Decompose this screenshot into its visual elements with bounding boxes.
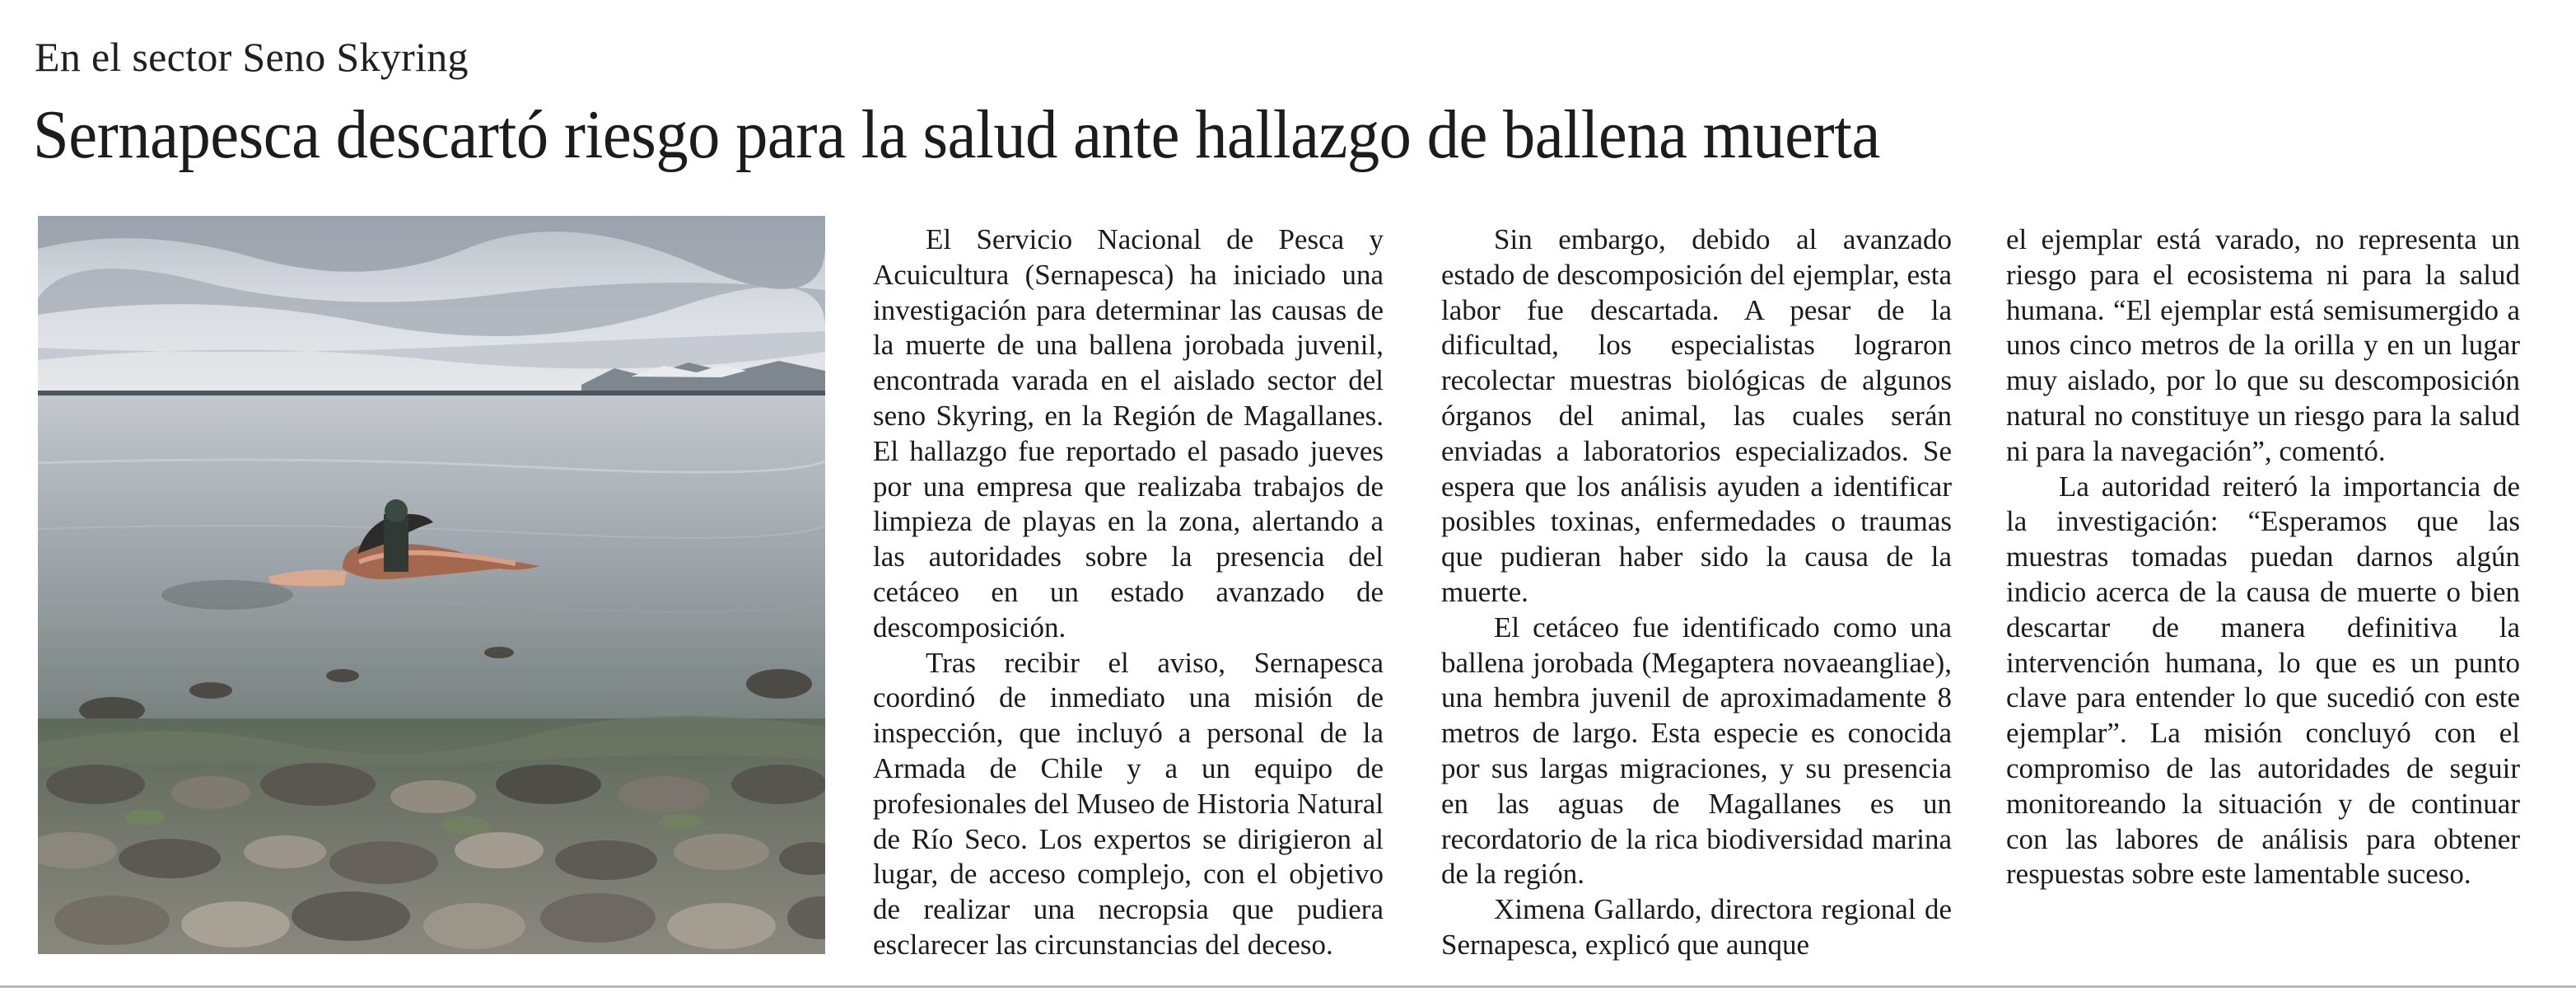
article-paragraph: Sin embargo, debido al avanzado estado de descomposición del ejemplar, esta labor fue descartada. A pesar de la dificultad, los especialistas lograron recolectar muestras biológicas de algunos órganos del animal, las cuales serán enviadas a laboratorios especializados. Se espera que los análisis ayuden a identificar posibles toxinas, enfermedades o traumas que pudieran haber sido la causa de la muerte. <box>1441 223 1952 608</box>
article-paragraph: el ejemplar está varado, no representa un riesgo para el ecosistema ni para la salud humana. “El ejemplar está semisumergido a unos cinco metros de la orilla y en un lugar muy aislado, por lo que su descomposición natural no constituye un riesgo para la salud ni para la navegación”, comentó. <box>2006 223 2520 467</box>
article-column-3 <box>2006 222 2520 980</box>
article-column-1 <box>873 222 1384 980</box>
article-paragraph: Tras recibir el aviso, Sernapesca coordinó de inmediato una misión de inspección, que incluyó a personal de la Armada de Chile y a un equipo de profesionales del Museo de Historia Natural de Río Seco. Los expertos se dirigieron al lugar, de acceso complejo, con el objetivo de realizar una necropsia que pudiera esclarecer las circunstancias del deceso. <box>873 646 1384 961</box>
whale-on-shore-photo <box>38 216 825 954</box>
article-paragraph: El cetáceo fue identificado como una ballena jorobada (Megaptera novaeangliae), una hembra juvenil de aproximadamente 8 metros de largo. Esta especie es conocida por sus largas migraciones, y su presencia en las aguas de Magallanes es un recordatorio de la rica biodiversidad marina de la región. <box>1441 611 1952 891</box>
article-paragraph: Ximena Gallardo, directora regional de Sernapesca, explicó que aunque <box>1441 893 1952 961</box>
article-kicker: En el sector Seno Skyring <box>35 34 469 80</box>
article-headline: Sernapesca descartó riesgo para la salud ante hallazgo de ballena muerta <box>33 96 1880 173</box>
article-column-2 <box>1441 222 1952 980</box>
bottom-divider <box>0 985 2576 988</box>
article-paragraph: El Servicio Nacional de Pesca y Acuicultura (Sernapesca) ha iniciado una investigación para determinar las causas de la muerte de una ballena jorobada juvenil, encontrada varada en el aislado sector del seno Skyring, en la Región de Magallanes. El hallazgo fue reportado el pasado jueves por una empresa que realizaba trabajos de limpieza de playas en la zona, alertando a las autoridades sobre la presencia del cetáceo en un estado avanzado de descomposición. <box>873 223 1384 643</box>
article-paragraph: La autoridad reiteró la importancia de la investigación: “Esperamos que las muestras tomadas puedan darnos algún indicio acerca de la causa de muerte o bien descartar de manera definitiva la intervención humana, lo que es un punto clave para entender lo que sucedió con este ejemplar”. La misión concluyó con el compromiso de las autoridades de seguir monitoreando la situación y de continuar con las labores de análisis para obtener respuestas sobre este lamentable suceso. <box>2006 470 2520 891</box>
